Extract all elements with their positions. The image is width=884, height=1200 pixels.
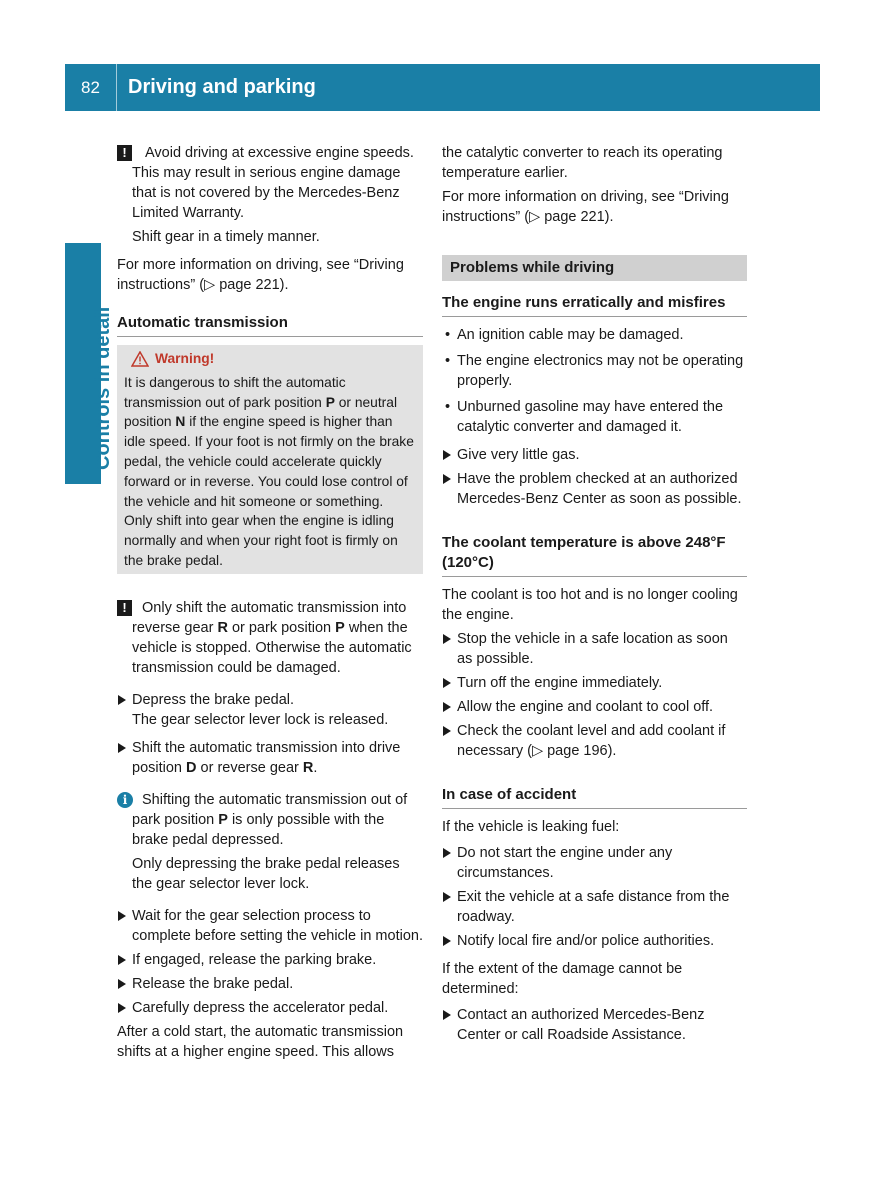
warning-text-part: or neutral position xyxy=(124,394,398,430)
gear-key: P xyxy=(335,619,345,636)
step-arrow-icon xyxy=(443,936,451,946)
step-text: Stop the vehicle in a safe location as soon as possible. xyxy=(457,631,728,667)
section-banner-problems: Problems while driving xyxy=(442,255,747,281)
step-text-part: or reverse gear xyxy=(196,759,303,776)
caution-text xyxy=(132,598,423,678)
step-item xyxy=(117,998,423,1018)
step-text-part: . xyxy=(313,759,318,776)
step-arrow-icon xyxy=(443,634,451,644)
step-text: Turn off the engine immediately. xyxy=(457,675,663,691)
warning-text-part: if the engine speed is higher than idle speed. If your foot is not firmly on the brake pedal, the vehicle could accelerate quickly forward or in reverse. You could lose control of the vehicle and hit someone or something. Only shift into gear when the engine is idling normally and when your right foot is firmly on the brake pedal. xyxy=(124,414,414,568)
gear-key: D xyxy=(186,759,197,776)
damage-paragraph: If the extent of the damage cannot be determined: xyxy=(442,961,683,997)
step-text: Release the brake pedal. xyxy=(132,975,294,992)
step-arrow-icon xyxy=(443,702,451,712)
warning-text xyxy=(124,373,415,571)
bullet-text: The engine electronics may not be operating properly. xyxy=(457,353,744,389)
heading-engine-misfires: The engine runs erratically and misfires xyxy=(442,293,747,317)
info-note xyxy=(117,790,423,894)
step-arrow-icon xyxy=(118,979,126,989)
left-column xyxy=(117,143,423,1062)
step-item xyxy=(117,906,423,946)
paragraph-continued: the catalytic converter to reach its operating temperature earlier. xyxy=(442,145,723,181)
info-text-2: Only depressing the brake pedal releases the gear selector lever lock. xyxy=(132,855,400,892)
step-text: Do not start the engine under any circumstances. xyxy=(457,845,673,881)
step-item xyxy=(117,738,423,778)
step-arrow-icon xyxy=(443,892,451,902)
step-text: Have the problem checked at an authorized Mercedes-Benz Center as soon as possible. xyxy=(457,471,742,507)
step-text: Wait for the gear selection process to complete before setting the vehicle in motion. xyxy=(132,907,423,944)
bullet-item xyxy=(442,351,747,391)
info-text xyxy=(132,790,423,850)
step-text: Notify local fire and/or police authorities. xyxy=(457,933,715,949)
step-item xyxy=(442,931,747,951)
info-text-part: Shifting the automatic transmission out of park position xyxy=(132,791,408,828)
bullet-icon: • xyxy=(445,353,451,369)
step-item xyxy=(117,974,423,994)
step-item xyxy=(117,690,423,730)
accident-paragraph: If the vehicle is leaking fuel: xyxy=(442,819,620,835)
step-result: The gear selector lever lock is released. xyxy=(132,711,389,728)
step-item xyxy=(117,950,423,970)
step-text: Check the coolant level and add coolant if necessary (▷ page 196). xyxy=(457,723,726,759)
caution-note-reverse xyxy=(117,598,423,678)
step-item xyxy=(442,673,747,693)
warning-box xyxy=(117,345,423,574)
more-info-paragraph: For more information on driving, see “Driving instructions” (▷ page 221). xyxy=(117,257,404,293)
caution-text-part: Only shift the automatic transmission into reverse gear xyxy=(132,599,407,636)
exclamation-icon: ! xyxy=(117,600,132,616)
section-label: Controls in detail xyxy=(92,306,114,470)
coolant-paragraph: The coolant is too hot and is no longer cooling the engine. xyxy=(442,587,738,623)
gear-key: P xyxy=(325,394,335,410)
step-arrow-icon xyxy=(443,678,451,688)
bullet-icon: • xyxy=(445,327,451,343)
page-number: 82 xyxy=(81,77,100,97)
section-heading-automatic-transmission: Automatic transmission xyxy=(117,313,423,337)
heading-in-case-of-accident: In case of accident xyxy=(442,785,747,809)
bullet-text: Unburned gasoline may have entered the catalytic converter and damaged it. xyxy=(457,399,724,435)
step-item xyxy=(442,843,747,883)
info-text-part: is only possible with the brake pedal depressed. xyxy=(132,811,385,848)
step-text xyxy=(132,738,423,778)
caution-text-part: when the vehicle is stopped. Otherwise the automatic transmission could be damaged. xyxy=(132,619,412,676)
step-item xyxy=(442,469,747,509)
warning-text-part: It is dangerous to shift the automatic transmission out of park position xyxy=(124,374,346,410)
bullet-icon: • xyxy=(445,399,451,415)
bullet-item xyxy=(442,325,747,345)
step-item xyxy=(442,445,747,465)
gear-key: R xyxy=(302,759,314,776)
right-column xyxy=(442,143,747,1045)
gear-key: N xyxy=(175,414,186,430)
step-text: Exit the vehicle at a safe distance from the roadway. xyxy=(457,889,730,925)
step-item xyxy=(442,629,747,669)
info-icon: i xyxy=(117,792,133,808)
step-text: Depress the brake pedal. xyxy=(132,691,295,708)
header-divider xyxy=(116,64,117,111)
caution-text-part: or park position xyxy=(227,619,336,636)
bullet-text: An ignition cable may be damaged. xyxy=(457,327,684,343)
exclamation-icon: ! xyxy=(117,145,132,161)
caution-note-engine-speed xyxy=(117,143,423,247)
step-arrow-icon xyxy=(443,474,451,484)
step-item xyxy=(442,1005,747,1045)
step-text: Carefully depress the accelerator pedal. xyxy=(132,999,389,1016)
step-arrow-icon xyxy=(443,1010,451,1020)
step-text: Allow the engine and coolant to cool off. xyxy=(457,699,714,715)
chapter-title: Driving and parking xyxy=(128,76,316,98)
warning-title xyxy=(124,349,415,369)
warning-triangle-icon xyxy=(131,351,149,367)
caution-text-2: Shift gear in a timely manner. xyxy=(132,229,320,245)
page-header xyxy=(65,64,820,111)
step-arrow-icon xyxy=(118,955,126,965)
step-arrow-icon xyxy=(118,911,126,921)
bullet-item xyxy=(442,397,747,437)
gear-key: P xyxy=(218,811,228,828)
step-arrow-icon xyxy=(443,450,451,460)
step-item xyxy=(442,721,747,761)
step-arrow-icon xyxy=(118,695,126,705)
step-text: Contact an authorized Mercedes-Benz Center or call Roadside Assistance. xyxy=(457,1007,705,1043)
step-arrow-icon xyxy=(443,726,451,736)
step-arrow-icon xyxy=(118,1003,126,1013)
step-item xyxy=(442,697,747,717)
step-text: Give very little gas. xyxy=(457,447,580,463)
warning-title-text: Warning! xyxy=(155,351,215,366)
paragraph-cold-start: After a cold start, the automatic transmission shifts at a higher engine speed. This allows xyxy=(117,1023,404,1060)
step-text: If engaged, release the parking brake. xyxy=(132,951,377,968)
gear-key: R xyxy=(217,619,228,636)
step-item xyxy=(442,887,747,927)
step-text-part: Shift the automatic transmission into drive position xyxy=(132,739,401,776)
caution-text: Avoid driving at excessive engine speeds. This may result in serious engine damage that is not covered by the Mercedes-Benz Limited Warranty. xyxy=(132,145,414,221)
step-arrow-icon xyxy=(443,848,451,858)
step-arrow-icon xyxy=(118,743,126,753)
more-info-paragraph: For more information on driving, see “Driving instructions” (▷ page 221). xyxy=(442,189,729,225)
heading-coolant-temperature: The coolant temperature is above 248°F (120°C) xyxy=(442,533,747,577)
